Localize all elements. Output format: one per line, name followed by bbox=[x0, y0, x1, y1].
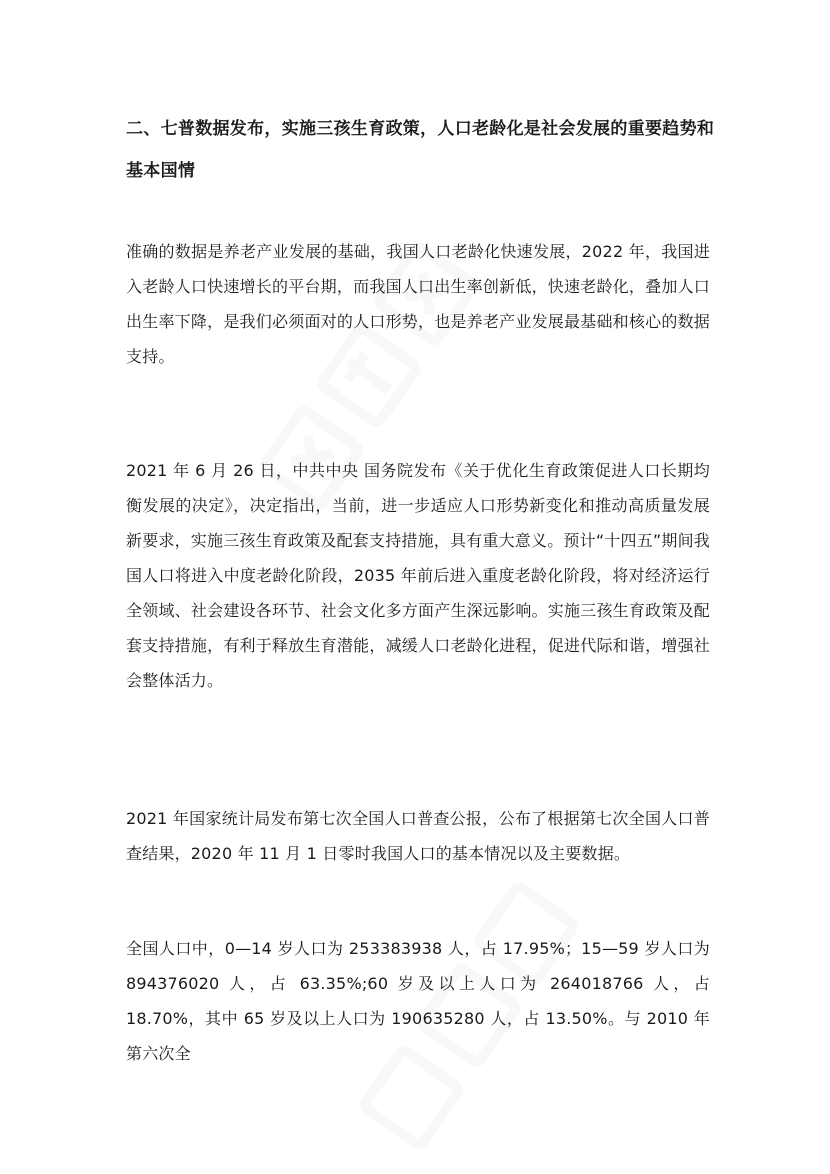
paragraph-age-structure: 全国人口中，0—14 岁人口为 253383938 人，占 17.95%；15—59 岁人口为 894376020 人，占 63.35%;60 岁及以上人口为 264018766 人，占 18.70%，其中 65 岁及以上人口为 190635280 人，占 13.50%。与 2010 年第六次全 bbox=[126, 939, 710, 1063]
paragraph-seventh-census-bulletin: 2021 年国家统计局发布第七次全国人口普查公报，公布了根据第七次全国人口普查结果，2020 年 11 月 1 日零时我国人口的基本情况以及主要数据。 bbox=[126, 809, 710, 863]
paragraph-population-data-basis: 准确的数据是养老产业发展的基础，我国人口老龄化快速发展，2022 年，我国进入老龄人口快速增长的平台期，而我国人口出生率创新低，快速老龄化，叠加人口出生率下降，是我们必须面对的人口形势，也是养老产业发展最基础和核心的数据支持。 bbox=[126, 242, 710, 366]
paragraph-three-child-policy: 2021 年 6 月 26 日，中共中央 国务院发布《关于优化生育政策促进人口长期均衡发展的决定》，决定指出，当前，进一步适应人口形势新变化和推动高质量发展新要求，实施三孩生育政策及配套支持措施，具有重大意义。预计“十四五”期间我国人口将进入中度老龄化阶段，2035 年前后进入重度老龄化阶段，将对经济运行全领域、社会建设各环节、社会文化多方面产生深远影响。实施三孩生育政策及配套支持措施，有利于释放生育潜能，减缓人口老龄化进程，促进代际和谐，增强社会整体活力。 bbox=[126, 461, 710, 690]
section-heading: 二、七普数据发布，实施三孩生育政策，人口老龄化是社会发展的重要趋势和基本国情 bbox=[126, 119, 715, 181]
